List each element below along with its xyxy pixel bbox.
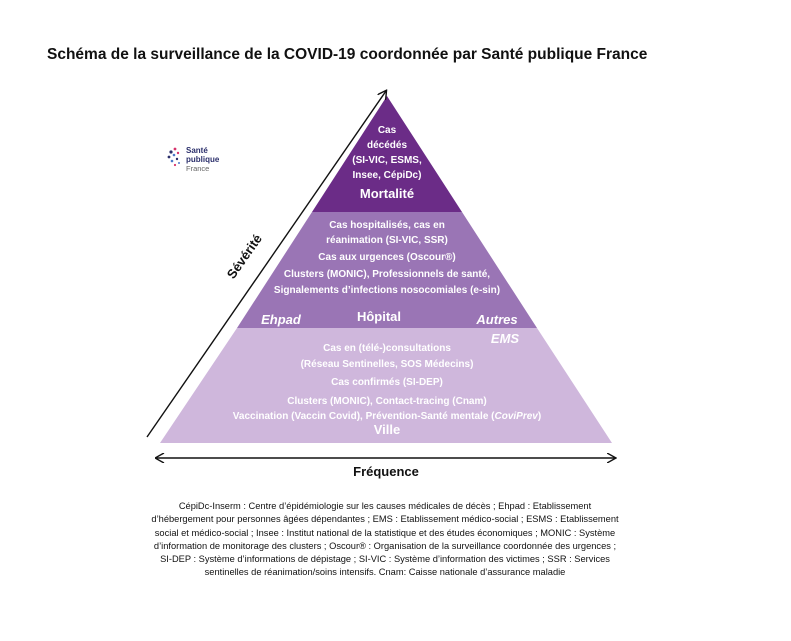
top-tier-line: décédés xyxy=(366,140,408,151)
bottom-tier-line: Clusters (MONIC), Contact-tracing (Cnam) xyxy=(287,396,487,407)
logo-line-1: Santé xyxy=(186,146,208,155)
top-tier-line: Insee, CépiDc) xyxy=(352,170,422,181)
logo-line-3: France xyxy=(186,164,210,173)
top-tier-line: Cas xyxy=(377,125,397,136)
middle-tier-line: Clusters (MONIC), Professionnels de santé, xyxy=(283,269,491,280)
mortality-level-label: Mortalité xyxy=(359,186,415,201)
severity-label: Sévérité xyxy=(223,231,265,282)
logo-line-2: publique xyxy=(186,155,220,164)
hospital-level-label: Hôpital xyxy=(356,309,402,324)
page-title: Schéma de la surveillance de la COVID-19 coordonnée par Santé publique France xyxy=(47,46,648,63)
middle-tier-line: Cas aux urgences (Oscour®) xyxy=(318,252,456,263)
autres-label: Autres xyxy=(476,312,518,327)
bottom-tier-line: Cas confirmés (SI-DEP) xyxy=(331,377,443,388)
frequency-label: Fréquence xyxy=(353,464,419,479)
middle-tier-line: Signalements d’infections nosocomiales (e-sin) xyxy=(273,285,501,296)
vaccination-line-start: Vaccination (Vaccin Covid), Prévention-Santé mentale ( xyxy=(232,411,495,422)
middle-tier-line: réanimation (SI-VIC, SSR) xyxy=(326,235,448,246)
ems-label: EMS xyxy=(490,331,520,346)
ville-level-label: Ville xyxy=(373,422,401,437)
vaccination-line-end: ) xyxy=(537,411,542,422)
vaccination-line xyxy=(233,411,541,422)
middle-tier-line: Cas hospitalisés, cas en xyxy=(329,220,445,231)
ehpad-label: Ehpad xyxy=(261,312,301,327)
top-tier-line: (SI-VIC, ESMS, xyxy=(352,155,422,166)
bottom-tier-line: (Réseau Sentinelles, SOS Médecins) xyxy=(300,359,474,370)
bottom-tier-line: Cas en (télé-)consultations xyxy=(323,343,451,354)
footnote: CépiDc-Inserm : Centre d’épidémiologie sur les causes médicales de décès ; Ehpad : Etablissement d’hébergement pour personnes âgées dépendantes ; EMS : Etablissement médico-social ; ESMS : Etablissement social et médico-social ; Insee : Institut national de la statistique et des études économiques ; MONIC : Système d’information de monitorage des clusters ; Oscour® : Organisation de la surveillance coordonnée des urgences ; SI-DEP : Système d’informations de dépistage ; SI-VIC : Système d’information des victimes ; SSR : Services sentinelles de réanimation/soins intensifs. Cnam: Caisse nationale d’assurance maladie xyxy=(151,501,619,578)
vaccination-line-italic: CoviPrev xyxy=(494,411,538,422)
